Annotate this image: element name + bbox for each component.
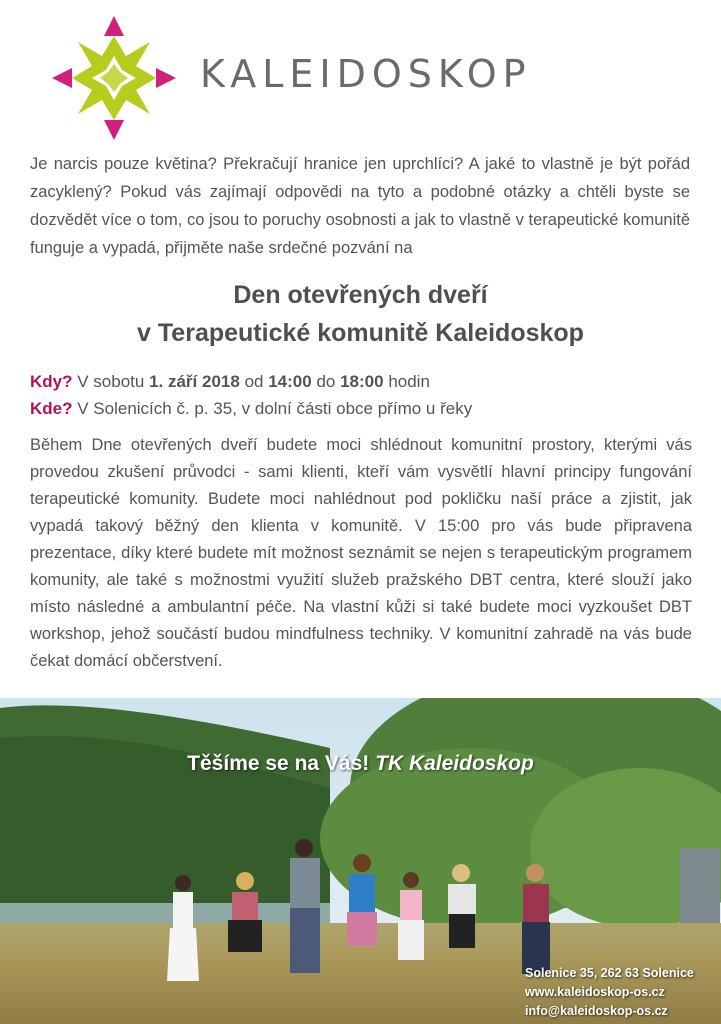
greeting-line xyxy=(0,752,721,776)
when-time-to: 18:00 xyxy=(340,372,384,391)
when-date: 1. září 2018 xyxy=(149,372,240,391)
contact-block xyxy=(525,964,715,1021)
brand-name: KALEIDOSKOP xyxy=(200,52,532,96)
when-from-word: od xyxy=(244,372,264,391)
when-prefix: V sobotu xyxy=(77,372,145,391)
kaleidoskop-star-logo xyxy=(50,14,178,142)
contact-address: Solenice 35, 262 63 Solenice xyxy=(525,966,694,980)
contact-web-link[interactable]: www.kaleidoskop-os.cz xyxy=(525,985,665,999)
header xyxy=(0,0,721,140)
event-title-line2: v Terapeutické komunitě Kaleidoskop xyxy=(137,319,584,347)
where-line xyxy=(30,395,690,422)
when-label: Kdy? xyxy=(30,372,73,391)
event-details xyxy=(30,368,690,422)
event-title-line1: Den otevřených dveří xyxy=(233,281,488,309)
when-line xyxy=(30,368,690,395)
event-title xyxy=(0,276,721,352)
greeting-text: Těšíme se na Vás! xyxy=(187,752,370,775)
intro-paragraph: Je narcis pouze květina? Překračují hranice jen uprchlíci? A jaké to vlastně je být pořád zacyklený? Pokud vás zajímají odpovědi na tyto a podobné otázky a chtěli byste se dozvědět více o tom, co jsou to poruchy osobnosti a jak to vlastně v terapeutické komunitě funguje a vypadá, přijměte naše srdečné pozvání na xyxy=(30,155,690,257)
when-to-word: do xyxy=(316,372,336,391)
contact-email-link[interactable]: info@kaleidoskop-os.cz xyxy=(525,1004,668,1018)
when-time-from: 14:00 xyxy=(268,372,312,391)
where-text: V Solenicích č. p. 35, v dolní části obce přímo u řeky xyxy=(77,399,473,418)
greeting-signature: TK Kaleidoskop xyxy=(375,752,534,775)
when-suffix: hodin xyxy=(388,372,430,391)
body-paragraph: Během Dne otevřených dveří budete moci shlédnout komunitní prostory, kterými vás provedou zkušení průvodci - sami klienti, kteří vám vysvětlí hlavní principy fungování terapeutické komunity. Budete moci nahlédnout pod pokličku naší práce a zjistit, jak vypadá takový běžný den klienta v komunitě. V 15:00 pro vás bude připravena prezentace, díky které budete mít možnost seznámit se nejen s terapeutickým programem komunity, ale také s možnostmi využití služeb pražského DBT centra, které slouží jako místo následné a ambulantní péče. Na vlastní kůži si také budete moci vyzkoušet DBT workshop, jehož součástí budou mindfulness techniky. V komunitní zahradě na vás bude čekat domácí občerstvení. xyxy=(30,436,692,670)
where-label: Kde? xyxy=(30,399,73,418)
